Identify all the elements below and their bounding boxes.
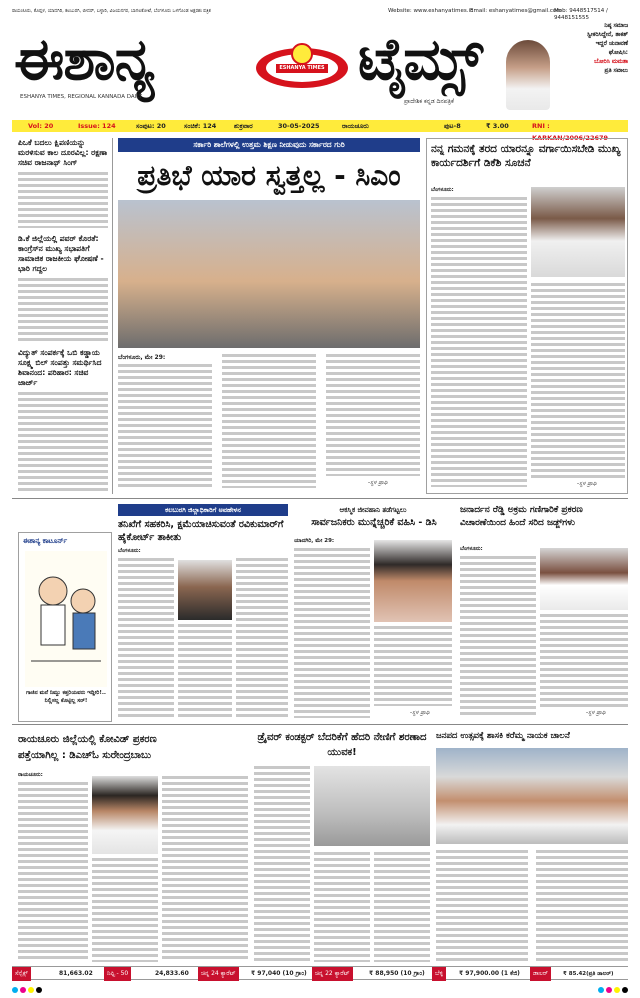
ticker-label-silver: ಬೆಳ್ಳಿ xyxy=(432,967,446,981)
driver-photo xyxy=(314,766,430,846)
rally-body-2 xyxy=(536,850,628,962)
kalaburagi-dateline: ಬೆಂಗಳೂರು: xyxy=(118,548,141,554)
health-dateline: ಯಾದಗಿರಿ, ಮೇ 29: xyxy=(294,538,335,544)
promo-text xyxy=(560,22,628,76)
emblem-logo xyxy=(252,40,352,92)
brief-body xyxy=(18,278,108,342)
lead-body-col-3 xyxy=(326,354,420,476)
covid-body-3 xyxy=(162,776,248,962)
covid-headline-1: ರಾಯಚೂರು ಜಿಲ್ಲೆಯಲ್ಲಿ ಕೋವಿಡ್ ಪ್ರಕರಣ xyxy=(18,734,157,745)
ticker-label-gold22: ಚಿನ್ನ 22 ಕ್ಯಾರೆಟ್ xyxy=(312,967,353,981)
info-samputa: ಸಂಪುಟ: 20 xyxy=(136,122,166,130)
ticker-value-silver: ₹ 97,900.00 (1 ಕೆಜಿ) xyxy=(459,970,520,977)
kalaburagi-body-2 xyxy=(178,624,232,718)
promo-photo xyxy=(506,40,550,110)
rally-headline: ಜನಪದ ಉತ್ಸವಕ್ಕೆ ಶಾಸಕಿ ಕರೆಮ್ಮ ನಾಯಕ ಚಾಲನೆ xyxy=(436,731,570,741)
masthead-title-right: ಟೈಮ್ಸ್ xyxy=(358,25,482,93)
right-top-body-1 xyxy=(431,197,527,487)
cartoon-drawing xyxy=(25,551,107,687)
lead-body-col-2 xyxy=(222,354,316,488)
info-price: ₹ 3.00 xyxy=(486,122,509,130)
driver-body-1 xyxy=(254,766,310,962)
promo-line: ಘೋಷಿಸಿ: xyxy=(608,50,628,56)
ticker-label-dollar: ಡಾಲರ್ xyxy=(530,967,551,981)
info-day: ಶುಕ್ರವಾರ xyxy=(234,122,253,130)
mining-photo xyxy=(540,548,628,610)
top-strip xyxy=(12,8,628,21)
kalaburagi-body-3 xyxy=(236,558,288,718)
driver-body-2 xyxy=(314,852,370,962)
promo-line: ಬೋರಿಸಿ ಮಮತಾ xyxy=(594,59,628,65)
emblem-text: ESHANYA TIMES xyxy=(279,65,325,71)
print-registration-marks xyxy=(12,986,628,994)
cartoon-title: ಈಶಾನ್ಯ ಕಾಟೂರ್ನ್ xyxy=(23,537,68,545)
rally-photo xyxy=(436,748,628,844)
ticker-label-gold24: ಚಿನ್ನ 24 ಕ್ಯಾರೆಟ್ xyxy=(198,967,239,981)
right-top-body-2 xyxy=(531,283,625,479)
right-top-headline: ನನ್ನ ಗಮನಕ್ಕೆ ತರದ ಯಾರನ್ನೂ ವರ್ಗಾಯಿಸಬೇಡಿ ಮುಖ್ಯ ಕಾರ್ಯದರ್ಶಿಗೆ ಡಿಕೆಶಿ ಸೂಚನೆ xyxy=(431,143,621,169)
info-vol: Vol: 20 xyxy=(28,122,54,130)
column-divider xyxy=(112,138,113,494)
districts-line: ರಾಯಚೂರು, ಕೊಪ್ಪಳ, ಯಾದಗಿರಿ, ಕಲಬುರಗಿ, ಬೀದರ್, ಬಳ್ಳಾರಿ, ವಿಜಯನಗರ, ಬಾಗಲಕೋಟೆ, ಬೆಂಗಳೂರು ಒಳಗೊಂಡ ಅಕ್ಷರಶಃ ಪತ್ರಿಕ xyxy=(12,9,211,14)
market-ticker xyxy=(12,966,628,980)
driver-body-3 xyxy=(374,852,430,962)
ticker-value-dollar: ₹ 85.42(ಪ್ರತಿ ಡಾಲರ್) xyxy=(563,971,614,977)
masthead-subtitle: ESHANYA TIMES, REGIONAL KANNADA DAILY xyxy=(20,94,142,100)
covid-body-2 xyxy=(92,858,158,962)
email[interactable]: Email: eshanyatimes@gmail.com xyxy=(470,8,562,14)
kalaburagi-headline: ತನಿಖೆಗೆ ಸಹಕರಿಸಿ, ಕ್ಷಮೆಯಾಚಿಸುವಂತೆ ರವಿಕುಮಾರ್‌ಗೆ ಹೈಕೋರ್ಟ್ ತಾಕೀತು xyxy=(118,519,284,543)
left-column xyxy=(18,138,108,528)
right-top-byline: -ಸ್ಥಳ ಪ್ರಾಥಿ xyxy=(577,481,597,487)
kalaburagi-photo xyxy=(178,560,232,620)
covid-photo xyxy=(92,776,158,854)
promo-line: ಇದ್ದರೆ ಚುನಾವಣೆ xyxy=(595,41,628,47)
driver-headline: ಡ್ರೈವರ್ ಕಂಡಕ್ಟರ್ ಬೆದರಿಕೆಗೆ ಹೆದರಿ ನೇಣಿಗೆ ಶರಣಾದ ಯುವಕ! xyxy=(257,732,427,758)
info-pages: ಪುಟ-8 xyxy=(444,122,461,130)
right-top-photo xyxy=(531,187,625,277)
ticker-label-sensex: ಸೆನ್ಸೆಕ್ಸ್ xyxy=(12,967,31,981)
kalaburagi-kicker: ಕಲಬುರಗಿ ಜಿಲ್ಲಾಧಿಕಾರಿಗೆ ಅವಹೇಳನ xyxy=(118,504,288,516)
brief-headline: ಪಿಒಕೆ ಬದಲು ಕ್ಷಿಪಣಿಯನ್ನು ಮರಳಿಸುವ ಕಾಲ ದೂರವಿಲ್ಲ: ರಕ್ಷಣಾ ಸಚಿವ ರಾಜನಾಥ್ ಸಿಂಗ್ xyxy=(18,138,108,167)
health-kicker: ಆಕಸ್ಮಿಕ ಜೀವಹಾನಿ ತಡೆಗಟ್ಟಲು xyxy=(339,506,407,514)
right-top-story xyxy=(426,138,628,494)
info-rni: RNI : KARKAN/2006/22679 xyxy=(532,122,609,142)
cartoon-caption: ಗಾಜಿನ ಮನೆ ನಿಮ್ದು ಕತ್ತರಿಯವರು ಇದ್ದೀರಿ!.. ನಿಲ್ಲಿಸಲ್ಲ ಕೊಟ್ಟಿಲ್ಲ ಸರ್! xyxy=(25,690,107,704)
section-rule xyxy=(12,724,628,725)
brief-body xyxy=(18,172,108,228)
lead-story-kicker: ಸರ್ಕಾರಿ ಶಾಲೆಗಳಲ್ಲಿ ಉತ್ತಮ ಶಿಕ್ಷಣ ನೀಡುವುದು ಸರ್ಕಾರದ ಗುರಿ xyxy=(118,138,420,152)
lead-story-photo xyxy=(118,200,420,348)
covid-dateline: ರಾಯಚೂರು: xyxy=(18,772,43,778)
mining-body-1 xyxy=(460,556,536,716)
lead-story-headline: ಪ್ರತಿಭೆ ಯಾರ ಸ್ವತ್ತಲ್ಲ - ಸಿಎಂ xyxy=(137,159,401,192)
health-body-1 xyxy=(294,548,370,718)
health-byline: -ಸ್ಥಳ ಪ್ರಾಥಿ xyxy=(410,710,430,716)
covid-headline-2: ಪತ್ತೆಯಾಗಿಲ್ಲ : ಡಿಎಚ್‌ಓ ಸುರೇಂದ್ರಬಾಬು xyxy=(18,750,151,761)
brief-body xyxy=(18,392,108,492)
info-bar xyxy=(12,120,628,142)
lead-story-body xyxy=(118,354,420,492)
section-rule xyxy=(12,498,628,499)
ticker-value-gold22: ₹ 88,950 (10 ಗ್ರಾಂ) xyxy=(369,970,425,977)
promo-line: ನಿಷ್ಠ ಸಮಾಜ xyxy=(604,23,628,29)
masthead-title-left: ಈಶಾನ್ಯ xyxy=(14,25,154,93)
website[interactable]: Website: www.eshanyatimes.in xyxy=(388,8,474,14)
ticker-value-gold24: ₹ 97,040 (10 ಗ್ರಾಂ) xyxy=(251,970,307,977)
brief-headline: ವಿದ್ಯುತ್ ಸಂಪರ್ಕಕ್ಕೆ ಒಬಿ ಕಡ್ಡಾಯ ಸೂಕ್ಷ್ಮ ಬಿಲ್ ಸಂಪತ್ತು ಸಮರ್ಥಿಸಿದ ಶಿವಾನಂದ: ಪರಿಹಾರ: ಸಚಿವ ಜಾರ್ಜ್ xyxy=(18,348,102,387)
health-photo xyxy=(374,540,452,622)
rally-body-1 xyxy=(436,850,528,962)
lead-story-dateline: ಬೆಂಗಳೂರು, ಮೇ 29: xyxy=(118,354,166,361)
masthead xyxy=(12,20,628,118)
covid-body-1 xyxy=(18,782,88,962)
ticker-label-nifty: ನಿಫ್ಟಿ - 50 xyxy=(104,967,131,981)
mobile: Mob: 9448517514 / 9448151555 xyxy=(554,8,608,21)
health-headline: ಸಾರ್ವಜನಿಕರು ಮುನ್ನೆಚ್ಚರಿಕೆ ವಹಿಸಿ - ಡಿಸಿ xyxy=(311,517,437,528)
ticker-value-sensex: 81,663.02 xyxy=(59,970,93,977)
brief-headline: ಡಿ.ಕೆ ಜಿಲ್ಲೆಯಲ್ಲಿ ಪವರ್ ಕೊರತೆ: ಕಾಂಗ್ರೆಸ್‌ನ ಮುಖ್ಯ ಸಭಾಪತಿಗೆ ಸಾಮಾಜಿಕ ರಾಜಕೀಯ ಘೋಷಣೆ - ಭಾರಿ ಗದ್ದಲ xyxy=(18,234,104,273)
mining-body-2 xyxy=(540,614,628,708)
right-top-dateline: ಬೆಂಗಳೂರು: xyxy=(431,187,454,193)
lead-story-byline: -ಸ್ಥಳ ಪ್ರಾಥಿ xyxy=(368,480,388,486)
health-body-2 xyxy=(374,626,452,706)
info-sanchike: ಸಂಚಿಕೆ: 124 xyxy=(184,122,217,130)
promo-line: ಸ್ವೀಕರಿಸಿದ್ದೇನೆ, ತಾಕತ್ xyxy=(586,32,628,38)
kalaburagi-body-1 xyxy=(118,558,174,718)
mining-headline: ಜನಾರ್ದನ ರೆಡ್ಡಿ ಅಕ್ರಮ ಗಣಿಗಾರಿಕೆ ಪ್ರಕರಣ ವಿಚಾರಣೆಯಿಂದ ಹಿಂದೆ ಸರಿದ ಜಡ್ಜ್‌ಗಳು xyxy=(460,505,583,528)
mining-byline: -ಸ್ಥಳ ಪ್ರಾಥಿ xyxy=(586,710,606,716)
info-issue: Issue: 124 xyxy=(78,122,116,130)
lead-body-col-1 xyxy=(118,364,212,488)
info-place: ರಾಯಚೂರು xyxy=(342,122,369,130)
promo-line: ಪ್ರತಿ ಸವಾಲು xyxy=(604,68,628,74)
ticker-value-nifty: 24,833.60 xyxy=(155,970,189,977)
info-date: 30-05-2025 xyxy=(278,122,320,130)
cartoon-box xyxy=(18,532,112,722)
mining-dateline: ಬೆಂಗಳೂರು: xyxy=(460,546,483,552)
masthead-tagline: ಪ್ರಾದೇಶಿಕ ಕನ್ನಡ ದಿನಪತ್ರಿಕೆ xyxy=(404,98,454,105)
